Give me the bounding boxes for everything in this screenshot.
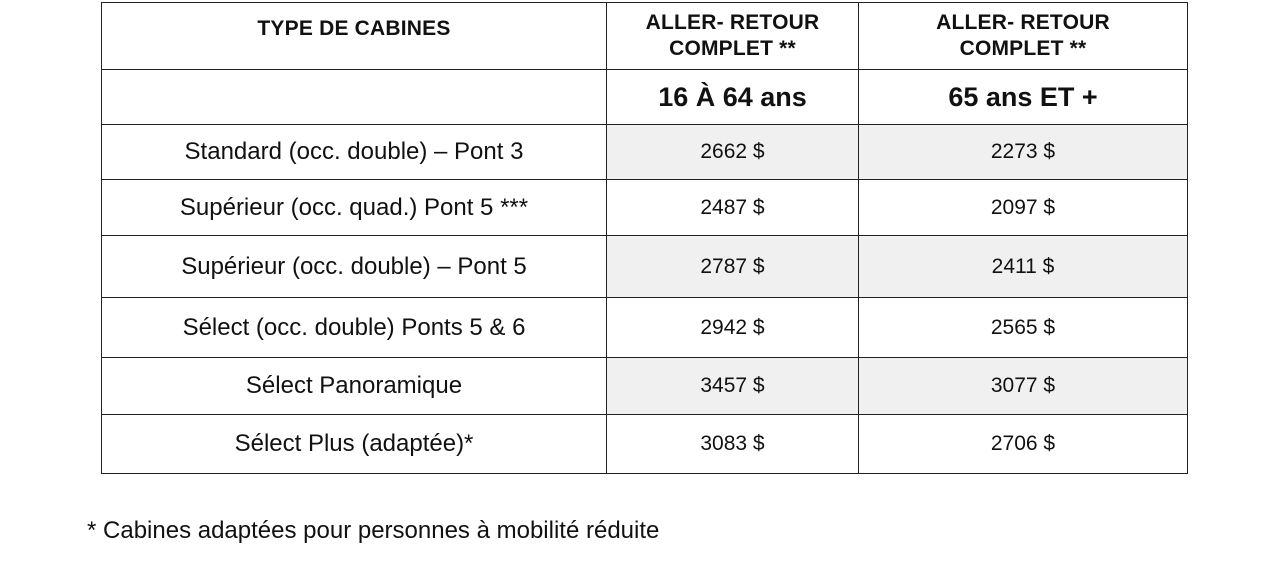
price-16-64-cell: 2942 $ — [607, 298, 859, 358]
cabin-type-cell: Supérieur (occ. double) – Pont 5 — [102, 236, 607, 298]
cabin-price-table — [101, 2, 1188, 474]
cabin-type-cell: Sélect (occ. double) Ponts 5 & 6 — [102, 298, 607, 358]
age-group-row — [102, 70, 1188, 125]
price-65-plus-cell: 2565 $ — [859, 298, 1188, 358]
price-16-64-cell: 3457 $ — [607, 358, 859, 415]
table-row — [102, 125, 1188, 180]
price-65-plus-cell: 2273 $ — [859, 125, 1188, 180]
header-round-trip-65-plus — [859, 3, 1188, 70]
age-group-16-64: 16 À 64 ans — [607, 70, 859, 125]
table-row — [102, 298, 1188, 358]
table-row — [102, 358, 1188, 415]
price-65-plus-cell: 2706 $ — [859, 415, 1188, 474]
header-cabin-type: TYPE DE CABINES — [102, 3, 607, 70]
cabin-type-cell: Sélect Panoramique — [102, 358, 607, 415]
price-16-64-cell: 2487 $ — [607, 180, 859, 236]
cabin-type-cell: Sélect Plus (adaptée)* — [102, 415, 607, 474]
age-group-65-plus: 65 ans ET + — [859, 70, 1188, 125]
price-16-64-cell: 3083 $ — [607, 415, 859, 474]
table-row — [102, 236, 1188, 298]
price-16-64-cell: 2662 $ — [607, 125, 859, 180]
price-65-plus-cell: 2411 $ — [859, 236, 1188, 298]
cabin-type-cell: Supérieur (occ. quad.) Pont 5 *** — [102, 180, 607, 236]
header-round-trip-16-64 — [607, 3, 859, 70]
header-round-trip-label: ALLER- RETOUR — [645, 11, 820, 34]
header-round-trip-label: ALLER- RETOUR — [936, 11, 1110, 34]
price-16-64-cell: 2787 $ — [607, 236, 859, 298]
footnote: * Cabines adaptées pour personnes à mobilité réduite — [87, 517, 660, 544]
header-complete-label: COMPLET ** — [959, 37, 1087, 60]
cabin-type-cell: Standard (occ. double) – Pont 3 — [102, 125, 607, 180]
table-row — [102, 180, 1188, 236]
price-65-plus-cell: 2097 $ — [859, 180, 1188, 236]
table-row — [102, 415, 1188, 474]
price-65-plus-cell: 3077 $ — [859, 358, 1188, 415]
table-header-row — [102, 3, 1188, 70]
age-group-empty-cell — [102, 70, 607, 125]
header-complete-label: COMPLET ** — [669, 37, 796, 60]
